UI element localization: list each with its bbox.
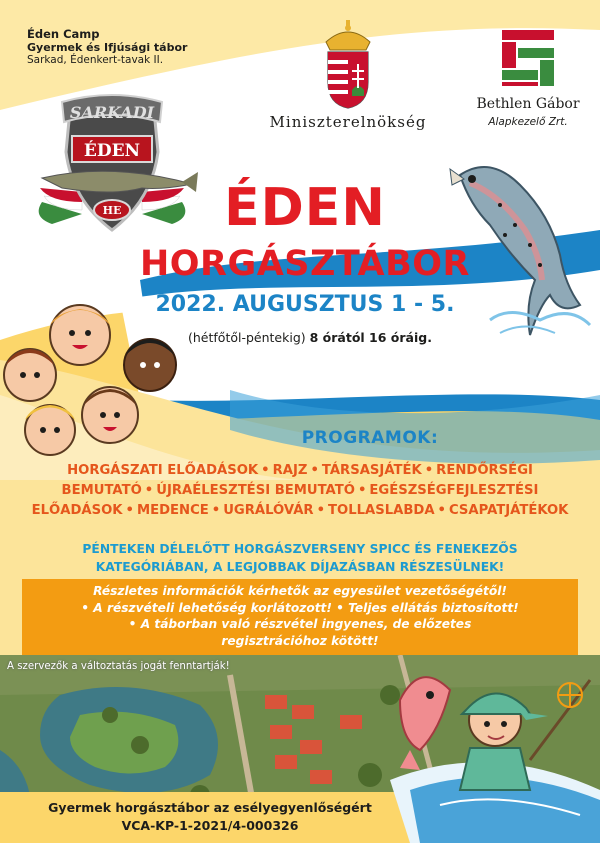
program-separator: • (144, 483, 154, 498)
friday-line-2: KATEGÓRIÁBAN, A LEGJOBBAK DÍJAZÁSBAN RÉSZESÜLNEK! (95, 560, 505, 574)
event-hours: 8 órától 16 óráig. (309, 330, 432, 345)
program-item: MEDENCE (136, 503, 209, 518)
program-separator: • (424, 463, 434, 478)
program-item: TÁRSASJÁTÉK (321, 463, 422, 478)
hungarian-coat-of-arms-icon (248, 20, 448, 110)
bethlen-subtitle: Alapkezelő Zrt. (488, 116, 568, 128)
event-days: (hétfőtől-péntekig) (188, 330, 306, 345)
program-item: RAJZ (272, 463, 308, 478)
program-separator: • (125, 503, 134, 518)
logo-middle-word: ÉDEN (83, 141, 141, 161)
camp-name: Éden Camp (27, 27, 100, 41)
program-item: TOLLASLABDA (328, 503, 435, 518)
bethlen-name: Bethlen Gábor (476, 96, 580, 112)
fisher-boy-illustration (380, 640, 600, 843)
logo-bottom-word: HE (102, 204, 122, 217)
program-item: EGÉSZSÉGFEJLESZTÉSI ELŐADÁSOK (31, 483, 539, 518)
info-line-4: regisztrációhoz kötött! (221, 633, 379, 648)
ministry-logo (248, 20, 448, 135)
camp-info (27, 28, 247, 67)
program-item: CSAPATJÁTÉKOK (448, 503, 569, 518)
title-eden: ÉDEN (224, 178, 386, 238)
program-item: UGRÁLÓVÁR (223, 503, 314, 518)
programs-heading: PROGRAMOK: (301, 428, 439, 448)
program-item: RENDŐRSÉGI BEMUTATÓ (61, 463, 533, 498)
friday-competition (22, 540, 578, 576)
program-separator: • (211, 503, 221, 518)
logo-top-word: SARKADI (69, 103, 155, 122)
program-separator: • (310, 463, 319, 478)
footer-line-1: Gyermek horgásztábor az esélyegyenlőségért (48, 800, 372, 815)
footer-project-code: VCA-KP-1-2021/4-000326 (121, 818, 299, 833)
disclaimer: A szervezők a változtatás jogát fenntartják! (7, 661, 230, 672)
programs-list (22, 461, 578, 521)
bethlen-emblem-icon (458, 24, 598, 94)
kids-illustration (0, 295, 190, 465)
info-line-1: Részletes információk kérhetők az egyesület vezetőségétől! (93, 584, 507, 598)
program-item: ÚJRAÉLESZTÉSI BEMUTATÓ (156, 483, 355, 498)
bethlen-logo (458, 24, 598, 134)
sarkadi-eden-logo (22, 92, 202, 242)
info-line-2: • A részvételi lehetőség korlátozott! • Teljes ellátás biztosított! (81, 600, 519, 615)
title-horgasztabor: HORGÁSZTÁBOR (139, 244, 471, 284)
event-time (150, 330, 470, 346)
program-separator: • (437, 503, 446, 518)
program-item: HORGÁSZATI ELŐADÁSOK (67, 463, 259, 478)
program-separator: • (261, 463, 270, 478)
info-line-3: • A táborban való részvétel ingyenes, de előzetes (128, 617, 472, 631)
friday-line-1: PÉNTEKEN DÉLELŐTT HORGÁSZVERSENY SPICC ÉS FENEKEZŐS (82, 542, 518, 556)
camp-subtitle: Gyermek és Ifjúsági tábor (27, 41, 188, 54)
program-separator: • (316, 503, 326, 518)
ministry-label: Miniszterelnökség (269, 113, 427, 131)
camp-address: Sarkad, Édenkert-tavak II. (27, 54, 164, 66)
event-date: 2022. AUGUSZTUS 1 - 5. (155, 292, 455, 317)
program-separator: • (357, 483, 367, 498)
